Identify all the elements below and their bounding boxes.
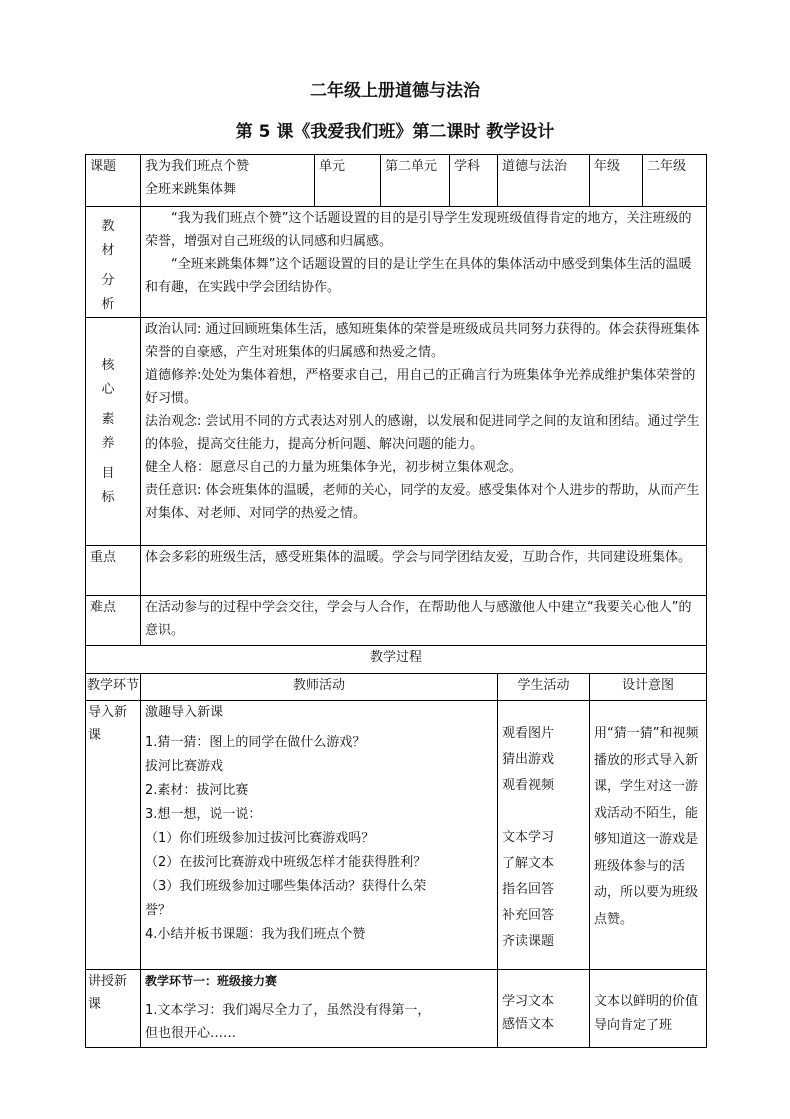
literacy-label (86, 318, 141, 546)
textbook-para-1: “我为我们班点个赞”这个话题设置的目的是引导学生发现班级值得肯定的地方，关注班级的荣誉，增强对自己班级的认同感和归属感。 (145, 211, 692, 249)
textbook-para-2: “全班来跳集体舞”这个话题设置的目的是让学生在具体的集体活动中感受到集体生活的温暖和有趣，在实践中学会团结协作。 (145, 257, 692, 295)
literacy-label-line-2: 素养 (101, 411, 129, 451)
process-title: 教学过程 (86, 646, 707, 674)
intro-student-line: 观看图片 (502, 726, 555, 741)
unit-value: 第二单元 (381, 155, 450, 207)
info-row (86, 155, 707, 207)
difficulty-row (86, 596, 707, 646)
literacy-item: 健全人格：愿意尽自己的力量为班集体争光，初步树立集体观念。 (145, 460, 523, 475)
intro-teacher-line: 激趣导入新课 (145, 705, 224, 720)
intro-student-line: 猜出游戏 (502, 752, 555, 767)
lecture-teacher (141, 970, 498, 1048)
literacy-label-line-1: 核心 (101, 357, 129, 397)
intro-student-line: 文本学习 (502, 830, 555, 845)
header-student: 学生活动 (498, 674, 590, 701)
intro-student-line: 指名回答 (502, 882, 555, 897)
topic-value (141, 155, 315, 207)
intro-teacher-line: （2）在拔河比赛游戏中班级怎样才能获得胜利？ (145, 855, 427, 870)
literacy-row (86, 318, 707, 546)
lesson-plan-table (85, 154, 707, 1048)
header-intent: 设计意图 (590, 674, 707, 701)
lecture-stage: 讲授新课 (86, 970, 141, 1048)
intro-teacher-line: （1）你们班级参加过拔河比赛游戏吗？ (145, 831, 375, 846)
textbook-content (141, 207, 707, 318)
literacy-item: 政治认同: 通过回顾班集体生活，感知班集体的荣誉是班级成员共同努力获得的。体会获得班集体荣誉的自豪感，产生对班集体的归属感和热爱之情。 (145, 322, 700, 360)
intro-row (86, 701, 707, 970)
process-title-row (86, 646, 707, 674)
lecture-intent: 文本以鲜明的价值导向肯定了班 (590, 970, 707, 1048)
topic-line-1: 我为我们班点个赞 (145, 159, 250, 174)
intro-stage: 导入新课 (86, 701, 141, 970)
topic-line-2: 全班来跳集体舞 (145, 182, 237, 197)
intro-teacher-line: 3.想一想，说一说： (145, 807, 262, 822)
textbook-analysis-row (86, 207, 707, 318)
key-point-row (86, 546, 707, 596)
unit-label: 单元 (315, 155, 381, 207)
grade-label: 年级 (590, 155, 643, 207)
intro-teacher-line: 1.猜一猜：图上的同学在做什么游戏？ (145, 735, 366, 750)
intro-student-line: 观看视频 (502, 778, 555, 793)
document-subtitle: 第 5 课《我爱我们班》第二课时 教学设计 (235, 122, 555, 142)
textbook-label-line-1: 教材 (101, 219, 129, 258)
lecture-row (86, 970, 707, 1048)
intro-teacher-line: （3）我们班级参加过哪些集体活动？获得什么荣 (145, 879, 427, 894)
literacy-label-line-3: 目标 (101, 465, 129, 505)
lecture-student-line: 感悟文本 (502, 1017, 555, 1032)
difficulty-text: 在活动参与的过程中学会交往，学会与人合作，在帮助他人与感激他人中建立“我要关心他人”的意识。 (141, 596, 707, 646)
topic-label: 课题 (86, 155, 141, 207)
subject-value: 道德与法治 (498, 155, 590, 207)
document-title: 二年级上册道德与法治 (310, 81, 480, 101)
lecture-student-line: 学习文本 (502, 994, 555, 1009)
difficulty-label: 难点 (86, 596, 141, 646)
key-point-label: 重点 (86, 546, 141, 596)
header-teacher: 教师活动 (141, 674, 498, 701)
intro-student-line: 齐读课题 (502, 934, 555, 949)
intro-student-line: 补充回答 (502, 908, 555, 923)
intro-student-line: 了解文本 (502, 856, 555, 871)
key-point-text: 体会多彩的班级生活，感受班集体的温暖。学会与同学团结友爱，互助合作，共同建设班集体。 (141, 546, 707, 596)
intro-student (498, 701, 590, 970)
lecture-teacher-line: 但也很开心…… (145, 1026, 237, 1041)
intro-intent: 用“猜一猜”和视频播放的形式导入新课，学生对这一游戏活动不陌生，能够知道这一游戏是班级体参与的活动，所以要为班级点赞。 (590, 701, 707, 970)
lecture-teacher-heading: 教学环节一：班级接力赛 (145, 974, 278, 988)
intro-teacher (141, 701, 498, 970)
textbook-label (86, 207, 141, 318)
textbook-label-line-2: 分析 (101, 273, 129, 312)
literacy-content (141, 318, 707, 546)
process-header-row (86, 674, 707, 701)
grade-value: 二年级 (643, 155, 707, 207)
literacy-item: 道德修养:处处为集体着想，严格要求自己，用自己的正确言行为班集体争光养成维护集体荣誉的好习惯。 (145, 368, 696, 406)
intro-teacher-line: 拔河比赛游戏 (145, 759, 224, 774)
lecture-teacher-line: 1.文本学习：我们竭尽全力了，虽然没有得第一， (145, 1003, 431, 1018)
intro-teacher-line: 誉？ (145, 903, 172, 918)
intro-teacher-line: 2.素材：拔河比赛 (145, 783, 249, 798)
header-stage: 教学环节 (86, 674, 141, 701)
intro-teacher-line: 4.小结并板书课题：我为我们班点个赞 (145, 927, 366, 942)
literacy-item: 法治观念: 尝试用不同的方式表达对别人的感谢，以发展和促进同学之间的友谊和团结。通过学生的体验，提高交往能力，提高分析问题、解决问题的能力。 (145, 414, 700, 452)
lecture-student (498, 970, 590, 1048)
subject-label: 学科 (450, 155, 498, 207)
literacy-item: 责任意识: 体会班集体的温暖，老师的关心，同学的友爱。感受集体对个人进步的帮助，从而产生对集体、对老师、对同学的热爱之情。 (145, 483, 700, 521)
